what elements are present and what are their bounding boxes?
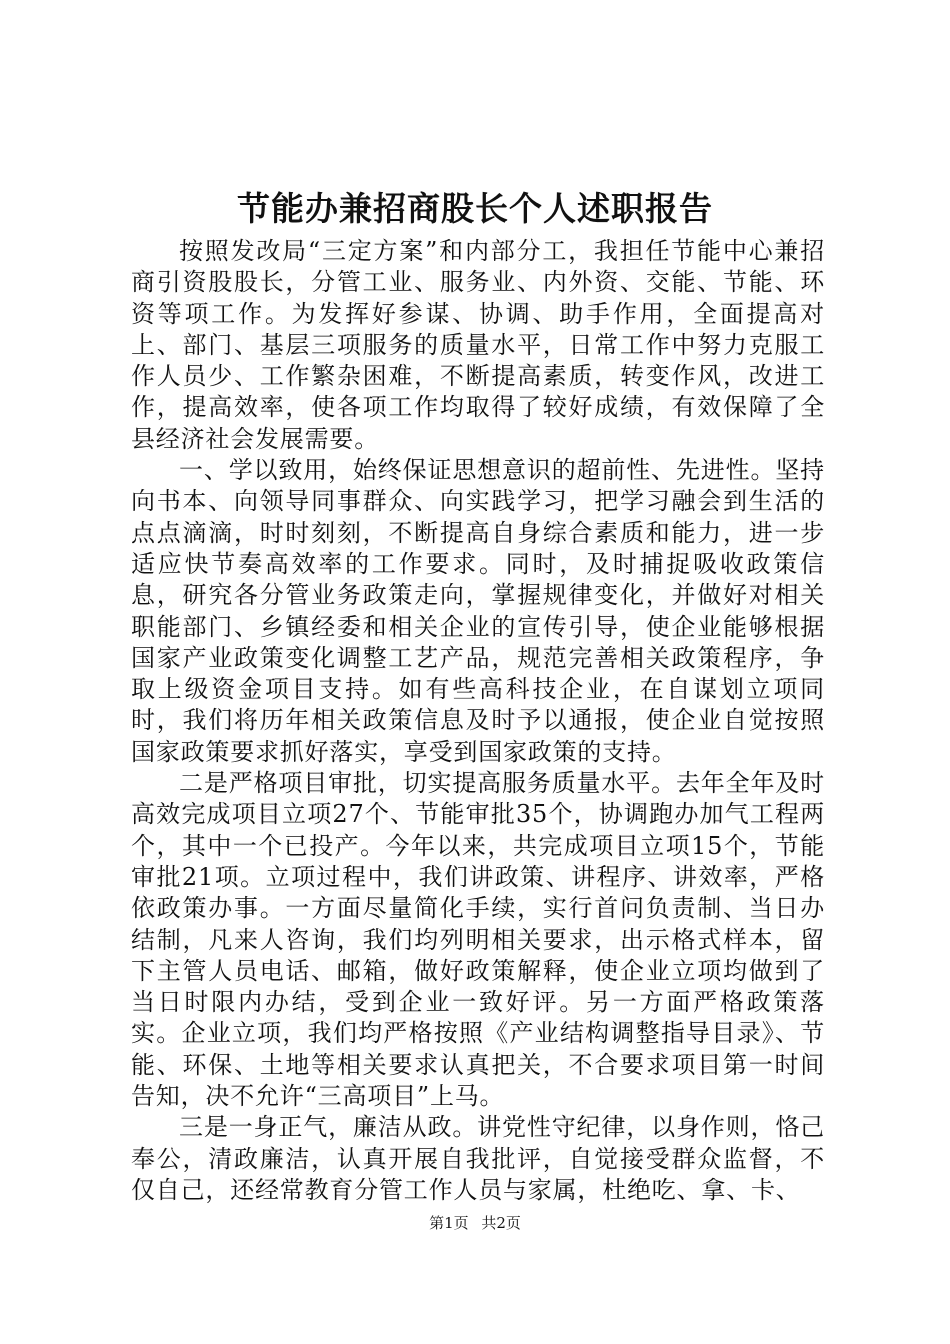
page-total: 共2页 <box>481 1214 521 1232</box>
paragraph-intro: 按照发改局“三定方案”和内部分工，我担任节能中心兼招商引资股股长，分管工业、服务业、内外资、交能、节能、环资等项工作。为发挥好参谋、协调、助手作用，全面提高对上、部门、基层三项服务的质量水平，日常工作中努力克服工作人员少、工作繁杂困难，不断提高素质，转变作风，改进工作，提高效率，使各项工作均取得了较好成绩，有效保障了全县经济社会发展需要。 <box>131 237 825 453</box>
page-footer <box>0 1212 950 1234</box>
page-number: 第1页 <box>429 1214 469 1232</box>
document-title: 节能办兼招商股长个人述职报告 <box>237 189 713 228</box>
paragraph-section-3: 三是一身正气，廉洁从政。讲党性守纪律，以身作则，恪己奉公，清政廉洁，认真开展自我批评，自觉接受群众监督，不仅自己，还经常教育分管工作人员与家属，杜绝吃、拿、卡、 <box>131 1113 825 1204</box>
paragraph-section-1: 一、学以致用，始终保证思想意识的超前性、先进性。坚持向书本、向领导同事群众、向实践学习，把学习融会到生活的点点滴滴，时时刻刻，不断提高自身综合素质和能力，进一步适应快节奏高效率的工作要求。同时，及时捕捉吸收政策信息，研究各分管业务政策走向，掌握规律变化，并做好对相关职能部门、乡镇经委和相关企业的宣传引导，使企业能够根据国家产业政策变化调整工艺产品，规范完善相关政策程序，争取上级资金项目支持。如有些高科技企业，在自谋划立项同时，我们将历年相关政策信息及时予以通报，使企业自觉按照国家政策要求抓好落实，享受到国家政策的支持。 <box>131 456 825 766</box>
paragraph-section-2: 二是严格项目审批，切实提高服务质量水平。去年全年及时高效完成项目立项27个、节能审批35个，协调跑办加气工程两个，其中一个已投产。今年以来，共完成项目立项15个，节能审批21项。立项过程中，我们讲政策、讲程序、讲效率，严格依政策办事。一方面尽量简化手续，实行首问负责制、当日办结制，凡来人咨询，我们均列明相关要求，出示格式样本，留下主管人员电话、邮箱，做好政策解释，使企业立项均做到了当日时限内办结，受到企业一致好评。另一方面严格政策落实。企业立项，我们均严格按照《产业结构调整指导目录》、节能、环保、土地等相关要求认真把关，不合要求项目第一时间告知，决不允许“三高项目”上马。 <box>131 769 825 1111</box>
document-body <box>131 236 825 1206</box>
